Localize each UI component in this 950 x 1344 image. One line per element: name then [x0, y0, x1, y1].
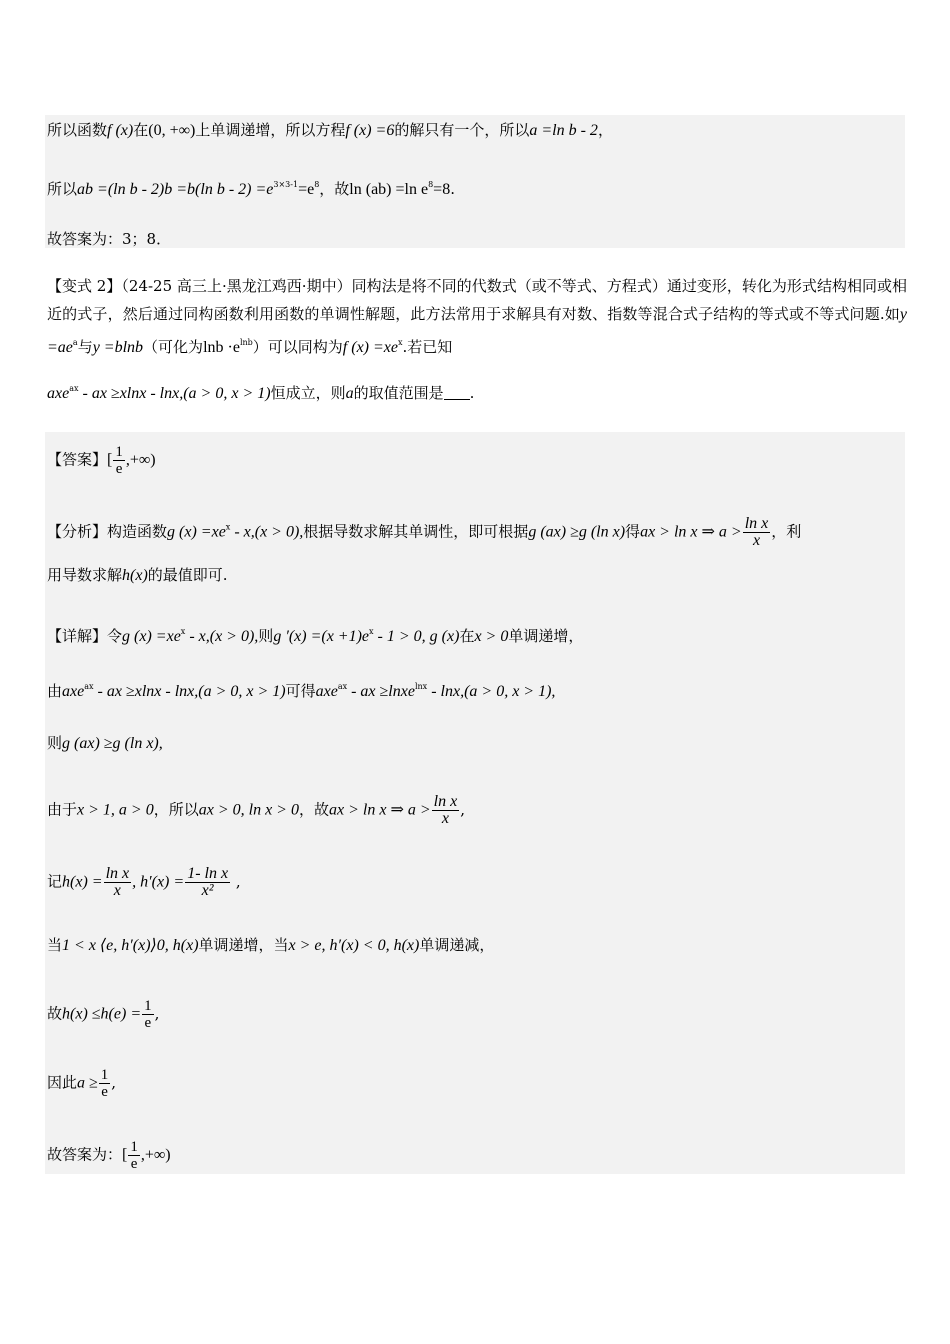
- answer-blank: [444, 385, 470, 400]
- answer-label: 【答案】: [47, 450, 108, 469]
- detail-line-1: 【详解】令g $(x) =xe^x - x,(x > 0)$,则g $'(x) =(x +1)e^x - 1 > 0$, g (x)在x > 0单调递增，: [47, 627, 584, 645]
- fraction: $\frac{1}{e}$: [100, 1067, 109, 1100]
- final-answer-line: 故答案为：[ $\frac{1}{e}$ ,+∞): [47, 1139, 171, 1172]
- analysis-line-1: 【分析】构造函数g $(x) =xe^x - x,(x > 0)$,根据导数求解其单调性，即可根据g (ax) ≥g (ln x)得ax > ln x ⇒ a > $\frac{\text{ln x}}{x}$ ，利: [47, 515, 802, 549]
- variant2-condition-line: axe$^{ax}$ - ax ≥xlnx - lnx,(a > 0, x > 1)恒成立，则a的取值范围是 .: [47, 384, 475, 402]
- fraction: $\frac{1}{e}$: [144, 998, 152, 1031]
- detail-line-2: 由axe$^{ax}$ - ax ≥xlnx - lnx,(a > 0, x > 1)可得axe$^{ax}$ - ax ≥lnxe$^{lnx}$ - lnx,(a > 0, x > 1),: [47, 682, 556, 700]
- detail-line-3: 则g (ax) ≥g (ln x),: [47, 734, 163, 752]
- variant2-label: 【变式 2】: [47, 277, 122, 295]
- detail-line-6: 当1 < x ⟨e, h′(x)⟩0, h(x)单调递增，当x > e, h′(x) < 0, h(x)单调递减，: [47, 936, 495, 954]
- fraction: $\frac{1}{e}$: [130, 1139, 138, 1172]
- answer-line: 【答案】[ $\frac{1}{e}$ ,+∞): [47, 444, 156, 477]
- fraction: $\frac{\text{ln x}}{x}$: [744, 515, 769, 549]
- top-line-1: 所以函数f (x)在(0, +∞)上单调递增，所以方程f (x) =6的解只有一个，所以a =ln b - 2，: [47, 121, 613, 139]
- variant2-question: 【变式 2】（24-25 高三上·黑龙江鸡西·期中）同构法是将不同的代数式（或不等式、方程式）通过变形，转化为形式结构相同或相近的式子，然后通过同构函数利用函数的单调性解题，此方法常用于求解具有对数、指数等混合式子结构的等式或不等式问题.如$y =ae^a$与y =blnb（可化为$\ln b \cdot e^{lnb}$）可以同构为f $(x) =xe^x$.若已知: [47, 277, 908, 356]
- detail-line-4: 由于x > 1, a > 0，所以ax > 0, ln x > 0，故ax > ln x ⇒ a > $\frac{\text{ln x}}{x}$ ,: [47, 793, 465, 827]
- fraction: $\frac{\text{ln x}}{x}$: [433, 793, 458, 827]
- fraction: $\frac{\text{1- ln x}}{\text{x²}}$: [187, 865, 229, 899]
- analysis-line-2: 用导数求解h(x)的最值即可.: [47, 566, 228, 584]
- fraction: $\frac{1}{e}$: [115, 444, 123, 477]
- analysis-label: 【分析】: [47, 522, 108, 541]
- fraction: $\frac{\text{ln x}}{x}$: [105, 865, 130, 899]
- top-answer: 故答案为：3；8．: [47, 230, 172, 248]
- detail-label: 【详解】: [47, 627, 108, 645]
- top-line-2: 所以ab =(ln b - 2)b =b(ln $b - 2) =e^{3\times 3-1}=e^8$，故ln (ab) =ln $e^8=8$.: [47, 180, 455, 198]
- detail-line-5: 记h(x) = $\frac{\text{ln x}}{x}$ , h′(x) = $\frac{\text{1- ln x}}{\text{x²}}$ ,: [47, 865, 241, 899]
- detail-line-7: 故h(x) ≤h(e) = $\frac{1}{e}$ ,: [47, 998, 160, 1031]
- detail-line-8: 因此a ≥ $\frac{1}{e}$ ,: [47, 1067, 117, 1100]
